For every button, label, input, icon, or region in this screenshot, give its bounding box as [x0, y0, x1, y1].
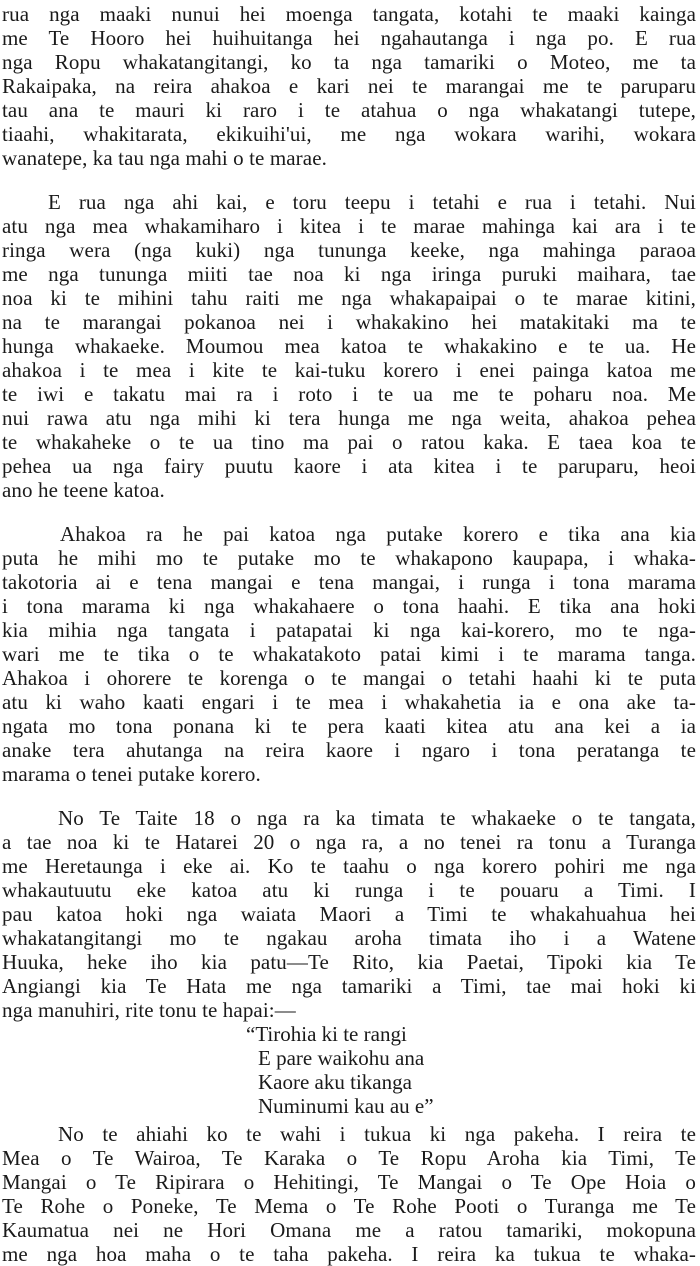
paragraph-2: [2, 190, 696, 502]
text-line: rua nga maaki nunui hei moenga tangata, kotahi te maaki kainga: [2, 2, 696, 26]
text-line: i tona marama ki nga whakahaere o tona haahi. E tika ana hoki: [2, 594, 696, 618]
text-line: Angiangi kia Te Hata me nga tamariki a Timi, tae mai hoki ki: [2, 974, 696, 998]
text-line: anake tera ahutanga na reira kaore i ngaro i tona peratanga te: [2, 738, 696, 762]
text-line: ahakoa i te mea i kite te kai-tuku korero i enei painga katoa me: [2, 358, 696, 382]
text-line: No Te Taite 18 o nga ra ka timata te whakaeke o te tangata,: [58, 806, 696, 830]
text-line: me nga tununga miiti tae noa ki nga iringa puruki maihara, tae: [2, 262, 696, 286]
text-line: kia mihia nga tangata i patapatai ki nga kai-korero, mo te nga-: [2, 618, 696, 642]
paragraph-gap: [2, 502, 696, 522]
text-line: na te marangai pokanoa nei i whakakino hei matakitaki ma te: [2, 310, 696, 334]
text-line: ringa wera (nga kuki) nga tununga keeke, nga mahinga paraoa: [2, 238, 696, 262]
text-line: Kaumatua nei ne Hori Omana me a ratou tamariki, mokopuna: [2, 1218, 696, 1242]
text-line: hunga whakaeke. Moumou mea katoa te whakakino e te ua. He: [2, 334, 696, 358]
text-line: nga Ropu whakatangitangi, ko ta nga tamariki o Moteo, me ta: [2, 50, 696, 74]
text-line: wanatepe, ka tau nga mahi o te marae.: [2, 146, 327, 170]
text-line: wari me te tika o te whakatakoto patai kimi i te marama tanga.: [2, 642, 696, 666]
paragraph-gap: [2, 170, 696, 190]
text-line: whakatangitangi mo te ngakau aroha timata iho i a Watene: [2, 926, 696, 950]
text-line: Rakaipaka, na reira ahakoa e kari nei te marangai me te paruparu: [2, 74, 696, 98]
poem-line: E pare waikohu ana: [258, 1046, 425, 1070]
text-line: tiaahi, whakitarata, ekikuihi'ui, me nga wokara warihi, wokara: [2, 122, 696, 146]
text-line: noa ki te mihini tahu raiti me nga whakapaipai o te marae kitini,: [2, 286, 696, 310]
text-line: Mea o Te Wairoa, Te Karaka o Te Ropu Aroha kia Timi, Te: [2, 1146, 696, 1170]
text-line: te iwi e takatu mai ra i roto i te ua me te poharu noa. Me: [2, 382, 696, 406]
text-line: me Heretaunga i eke ai. Ko te taahu o nga korero pohiri me nga: [2, 854, 696, 878]
text-line: puta he mihi mo te putake mo te whakapono kaupapa, i whaka-: [2, 546, 696, 570]
text-line: takotoria ai e tena mangai e tena mangai, i runga i tona marama: [2, 570, 696, 594]
poem-line: Kaore aku tikanga: [258, 1070, 412, 1094]
paragraph-5: [2, 1122, 696, 1266]
text-line: Ahakoa i ohorere te korenga o te mangai o tetahi haahi ki te puta: [2, 666, 696, 690]
poem-line: Numinumi kau au e”: [258, 1094, 434, 1118]
text-line: ngata mo tona ponana ki te pera kaati kitea atu ana kei a ia: [2, 714, 696, 738]
paragraph-1: [2, 2, 696, 170]
text-line: atu nga mea whakamiharo i kitea i te marae mahinga kai ara i te: [2, 214, 696, 238]
text-line: whakautuutu eke katoa atu ki runga i te pouaru a Timi. I: [2, 878, 696, 902]
poem-line: “Tirohia ki te rangi: [246, 1022, 407, 1046]
paragraph-gap: [2, 786, 696, 806]
poem-stanza: [246, 1022, 696, 1118]
text-line: pau katoa hoki nga waiata Maori a Timi te whakahuahua hei: [2, 902, 696, 926]
text-line: Ahakoa ra he pai katoa nga putake korero e tika ana kia: [60, 522, 696, 546]
text-line: me Te Hooro hei huihuitanga hei ngahautanga i nga po. E rua: [2, 26, 696, 50]
text-line: nga manuhiri, rite tonu te hapai:—: [2, 998, 296, 1022]
text-line: marama o tenei putake korero.: [2, 762, 261, 786]
text-line: me nga hoa maha o te taha pakeha. I reira ka tukua te whaka-: [2, 1242, 696, 1266]
text-line: atu ki waho kaati engari i te mea i whakahetia ia e ona ake ta-: [2, 690, 696, 714]
text-line: E rua nga ahi kai, e toru teepu i tetahi e rua i tetahi. Nui: [48, 190, 696, 214]
text-line: Huuka, heke iho kia patu—Te Rito, kia Paetai, Tipoki kia Te: [2, 950, 696, 974]
text-line: No te ahiahi ko te wahi i tukua ki nga pakeha. I reira te: [58, 1122, 696, 1146]
text-line: ano he teene katoa.: [2, 478, 165, 502]
text-line: pehea ua nga fairy puutu kaore i ata kitea i te paruparu, heoi: [2, 454, 696, 478]
text-line: Mangai o Te Ripirara o Hehitingi, Te Mangai o Te Ope Hoia o: [2, 1170, 696, 1194]
text-line: Te Rohe o Poneke, Te Mema o Te Rohe Pooti o Turanga me Te: [2, 1194, 696, 1218]
text-line: a tae noa ki te Hatarei 20 o nga ra, a no tenei ra tonu a Turanga: [2, 830, 696, 854]
paragraph-3: [2, 522, 696, 786]
paragraph-4: [2, 806, 696, 1022]
text-line: tau ana te mauri ki raro i te atahua o nga whakatangi tutepe,: [2, 98, 696, 122]
text-line: te whakaheke o te ua tino ma pai o ratou kaka. E taea koa te: [2, 430, 696, 454]
text-line: nui rawa atu nga mihi ki tera hunga me nga weita, ahakoa pehea: [2, 406, 696, 430]
